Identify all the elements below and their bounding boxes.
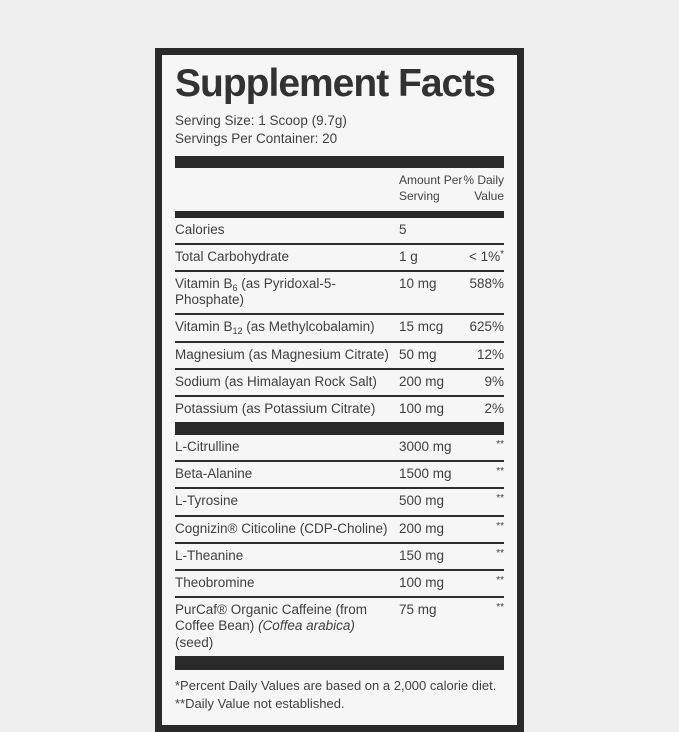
nutrient-daily-value: ** — [496, 547, 504, 559]
table-row — [175, 370, 504, 397]
nutrient-amount: 1500 mg — [399, 466, 452, 482]
nutrient-amount: 5 — [399, 221, 407, 237]
nutrient-name: Magnesium (as Magnesium Citrate) — [175, 346, 389, 362]
nutrient-name: Vitamin $B_6$ (as Pyridoxal-5-Phosphate) — [175, 275, 336, 308]
nutrient-daily-value: 625% — [469, 319, 504, 335]
nutrient-name: Cognizin® Citicoline (CDP-Choline) — [175, 520, 388, 536]
nutrient-daily-value: ** — [496, 575, 504, 586]
nutrient-name: Vitamin $B_{12}$ (as Methylcobalamin) — [175, 319, 375, 337]
table-row — [175, 571, 504, 598]
nutrient-name: L-Tyrosine — [175, 493, 239, 509]
nutrient-daily-value: ** — [496, 520, 504, 532]
footnote-daily-values: *Percent Daily Values are based on a 2,000 calorie diet. — [175, 677, 497, 693]
nutrient-amount: 500 mg — [399, 493, 445, 509]
nutrient-daily-value — [470, 222, 504, 238]
nutrient-amount: 75 mg — [399, 602, 437, 618]
nutrient-name: Calories — [175, 221, 225, 237]
nutrient-name: Beta-Alanine — [175, 466, 253, 482]
nutrient-amount: 150 mg — [399, 547, 445, 563]
table-row — [175, 218, 504, 245]
table-row — [175, 245, 504, 272]
column-header-amount: Amount Per Serving — [399, 173, 463, 203]
column-headers — [175, 168, 504, 210]
divider-bar-footer — [175, 656, 504, 670]
table-row — [175, 598, 504, 656]
table-row — [175, 489, 504, 516]
nutrient-amount: 100 mg — [399, 400, 445, 416]
table-row — [175, 435, 504, 462]
nutrient-amount: 1 g — [399, 248, 418, 264]
nutrient-name: Theobromine — [175, 575, 255, 590]
table-row — [175, 315, 504, 342]
nutrient-amount: 100 mg — [399, 575, 445, 590]
serving-size-text: Serving Size: 1 Scoop (9.7g) — [175, 112, 347, 128]
nutrient-amount: 3000 mg — [399, 439, 452, 455]
nutrient-table-section-1 — [175, 218, 504, 423]
nutrient-amount: 200 mg — [399, 520, 445, 536]
divider-bar-top — [175, 156, 504, 168]
nutrient-daily-value: ** — [496, 602, 504, 614]
nutrient-name: Total Carbohydrate — [175, 248, 290, 264]
footnote-not-established: **Daily Value not established. — [175, 695, 345, 711]
table-row — [175, 397, 504, 422]
nutrient-table-section-2 — [175, 435, 504, 656]
nutrient-amount: 200 mg — [399, 373, 445, 389]
nutrient-name: Potassium (as Potassium Citrate) — [175, 400, 376, 416]
divider-bar-header — [175, 211, 504, 218]
table-row — [175, 343, 504, 370]
panel-title: Supplement Facts — [175, 62, 495, 105]
nutrient-amount: 50 mg — [399, 346, 437, 362]
divider-bar-section — [175, 422, 504, 435]
table-row — [175, 462, 504, 489]
nutrient-daily-value: ** — [496, 466, 504, 478]
nutrient-amount: 15 mcg — [399, 319, 444, 335]
servings-per-container-text: Servings Per Container: 20 — [175, 131, 338, 147]
nutrient-daily-value: ** — [496, 439, 504, 451]
nutrient-name: L-Citrulline — [175, 439, 240, 455]
nutrient-amount: 10 mg — [399, 275, 437, 291]
footnotes — [175, 677, 504, 713]
table-row — [175, 517, 504, 544]
nutrient-name: PurCaf® Organic Caffeine (from Coffee Bean) (Coffea arabica) (seed) — [175, 602, 368, 650]
nutrient-name: Sodium (as Himalayan Rock Salt) — [175, 373, 377, 389]
table-row — [175, 544, 504, 571]
nutrient-name: L-Theanine — [175, 547, 244, 563]
column-header-daily-value: % Daily Value — [463, 173, 504, 203]
nutrient-daily-value: 12% — [476, 346, 504, 362]
table-row — [175, 272, 504, 315]
supplement-facts-panel — [155, 48, 524, 732]
nutrient-daily-value: ** — [496, 493, 504, 505]
nutrient-daily-value: 9% — [484, 373, 504, 389]
nutrient-daily-value: 588% — [469, 275, 504, 291]
nutrient-daily-value: < 1%* — [468, 248, 504, 264]
nutrient-daily-value: 2% — [484, 400, 504, 416]
